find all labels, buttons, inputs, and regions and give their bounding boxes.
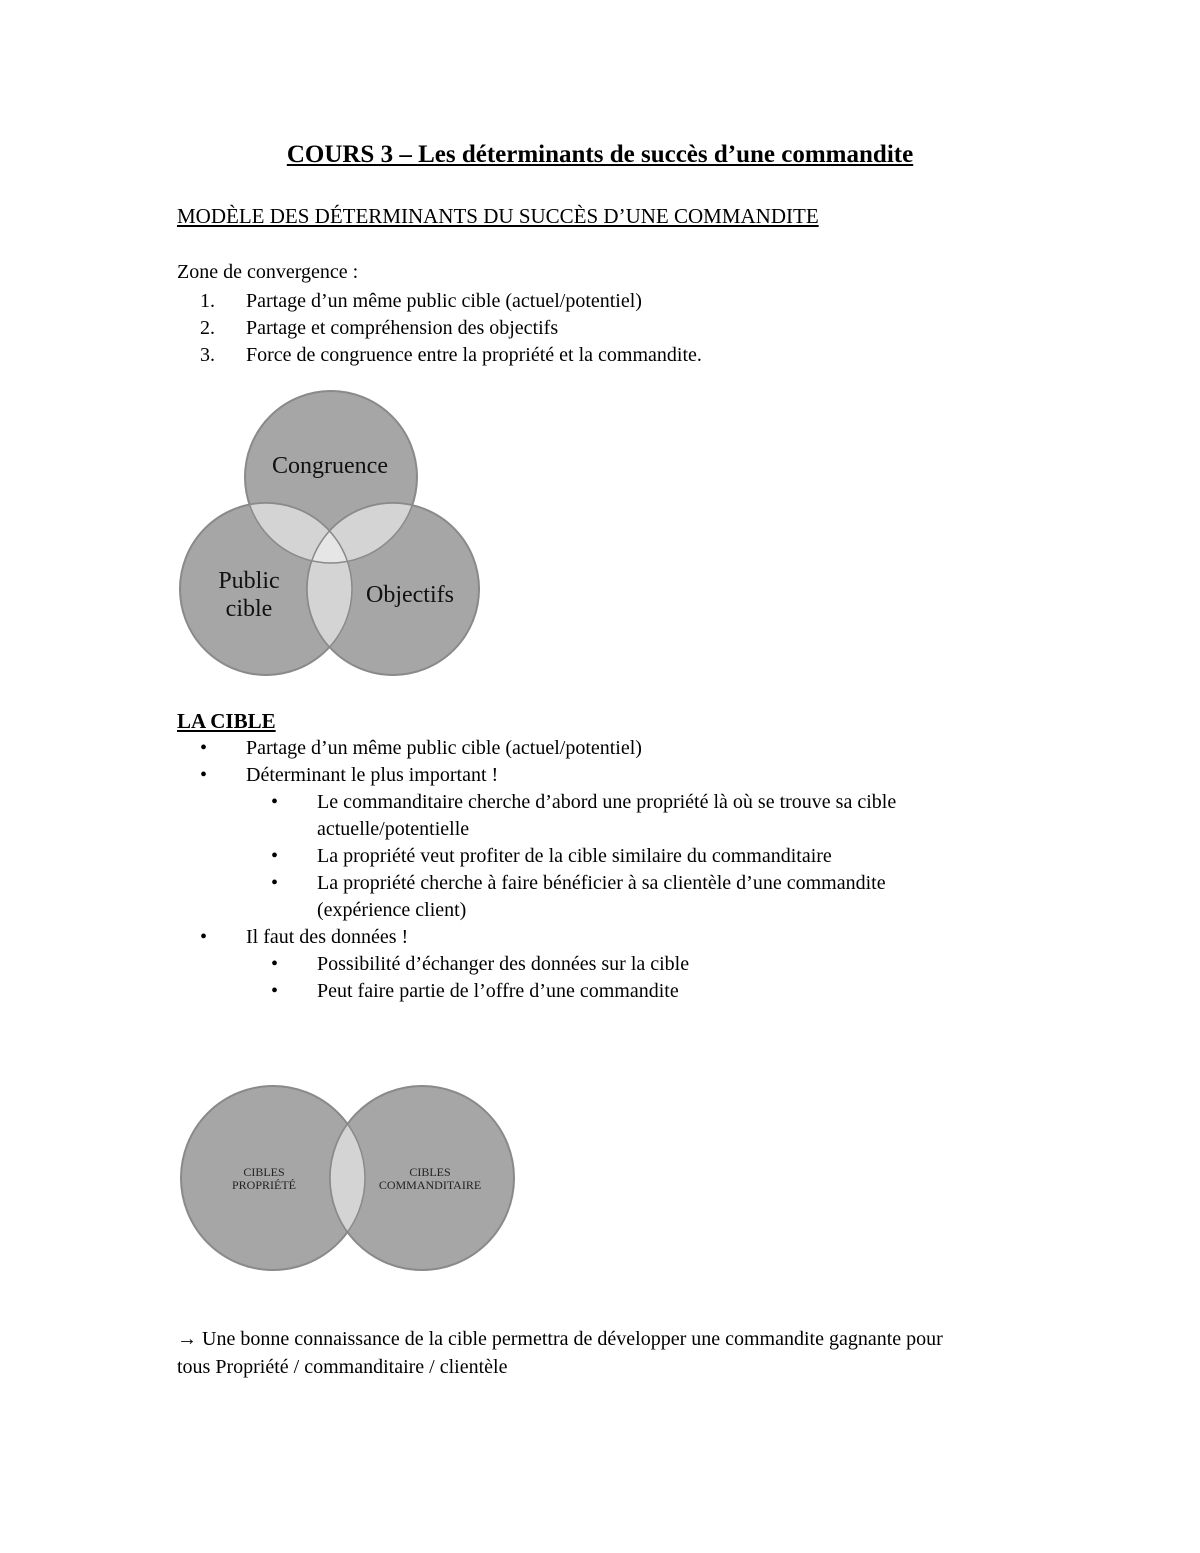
convergence-list: [200, 288, 702, 369]
list-text: Partage d’un même public cible (actuel/potentiel): [246, 737, 642, 759]
bullet-icon: •: [271, 791, 279, 813]
list-item: [271, 978, 961, 1005]
list-item: [200, 288, 702, 315]
list-item: [271, 870, 961, 924]
list-item: [271, 843, 961, 870]
list-item: [271, 951, 961, 978]
list-item: [200, 735, 961, 762]
list-item: [271, 789, 961, 843]
list-text: Partage d’un même public cible (actuel/potentiel): [246, 290, 642, 312]
list-text: Force de congruence entre la propriété et la commandite.: [246, 344, 702, 366]
label-objectifs: Objectifs: [366, 582, 454, 608]
convergence-intro: Zone de convergence :: [177, 261, 359, 283]
venn-circles: [180, 391, 479, 675]
bullet-icon: •: [271, 872, 279, 894]
bullet-icon: •: [271, 953, 279, 975]
bullet-icon: •: [271, 980, 279, 1002]
section-heading-cible: LA CIBLE: [177, 709, 276, 733]
list-item: [200, 342, 702, 369]
list-text: Le commanditaire cherche d’abord une propriété là où se trouve sa cible actuelle/potentielle: [317, 791, 897, 840]
bullet-icon: •: [200, 737, 208, 759]
list-number: 1.: [200, 290, 215, 312]
bullet-icon: •: [200, 764, 208, 786]
list-text: Partage et compréhension des objectifs: [246, 317, 559, 339]
bullet-icon: •: [271, 845, 279, 867]
cible-bullet-list: [200, 735, 961, 1005]
list-text: La propriété cherche à faire bénéficier à sa clientèle d’une commandite (expérience client): [317, 872, 886, 921]
arrow-icon: →: [177, 1328, 197, 1350]
list-text: Il faut des données !: [246, 926, 409, 948]
label-propriete-line1: CIBLES: [243, 1165, 285, 1179]
label-public-line1: Public: [218, 568, 280, 594]
list-text: Possibilité d’échanger des données sur la cible: [317, 953, 690, 975]
list-number: 3.: [200, 344, 215, 366]
list-text: Peut faire partie de l’offre d’une commandite: [317, 980, 679, 1002]
list-number: 2.: [200, 317, 215, 339]
venn-diagram-three-circles: [175, 390, 485, 682]
label-propriete-line2: PROPRIÉTÉ: [231, 1178, 297, 1192]
conclusion-paragraph: [177, 1325, 977, 1381]
bullet-icon: •: [200, 926, 208, 948]
section-heading-model: MODÈLE DES DÉTERMINANTS DU SUCCÈS D’UNE COMMANDITE: [177, 204, 819, 228]
label-public-line2: cible: [225, 596, 273, 622]
label-commanditaire-line2: COMMANDITAIRE: [378, 1178, 482, 1192]
list-text: Déterminant le plus important !: [246, 764, 499, 786]
conclusion-text: Une bonne connaissance de la cible permettra de développer une commandite gagnante pour tous Propriété / commanditaire / clientèle: [177, 1328, 943, 1378]
label-congruence: Congruence: [272, 453, 388, 479]
label-commanditaire-line1: CIBLES: [409, 1165, 451, 1179]
list-text: La propriété veut profiter de la cible similaire du commanditaire: [317, 845, 832, 867]
document-title: COURS 3 – Les déterminants de succès d’une commandite: [286, 141, 914, 168]
list-item: [200, 924, 961, 951]
list-item: [200, 762, 961, 789]
venn-diagram-two-circles: [178, 1076, 518, 1280]
list-item: [200, 315, 702, 342]
